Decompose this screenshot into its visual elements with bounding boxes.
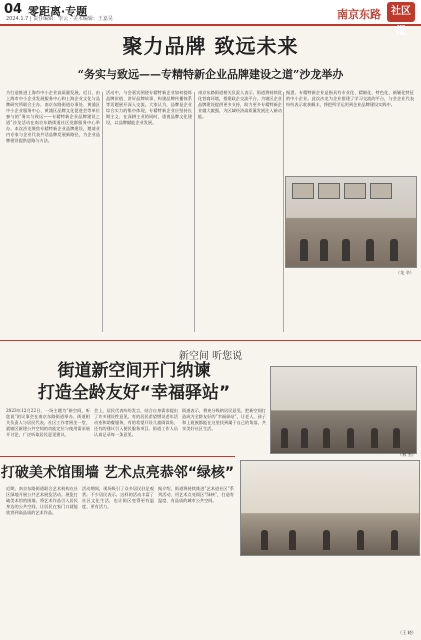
article1-caption: （龙 辛） (395, 270, 414, 275)
article2-title (0, 360, 268, 404)
article1-title: 聚力品牌 致远未来 (122, 34, 299, 58)
article1-col4: 据悉，专精特新企业是指具有专业化、精细化、特色化、新颖化特征的中小企业。此次沙龙为企业搭建了学习交流的平台，与会企业代表纷纷表示收获颇丰，将把所学运用到企业品牌建设实践中。 (286, 90, 414, 107)
meeting-photo (285, 176, 417, 268)
article3-caption: （王 晓） (397, 630, 416, 635)
page-header (0, 0, 421, 37)
section-divider-2 (0, 456, 235, 457)
article2-title-line2: 打造全龄友好“幸福驿站” (37, 383, 231, 403)
article3-col4 (240, 560, 418, 630)
article3-col1: 近期，南京东路街道联合艺术机构在社区绿地开展公共艺术展览活动。展览打破美术馆的围墙，将艺术作品引入居民身边的公共空间，让居民在家门口就能欣赏到高品质的艺术作品。 (6, 486, 78, 515)
article1-col2: 活动中，与会嘉宾围绕专精特新企业如何提炼品牌价值、讲好品牌故事、构建品牌传播体系等话题展开深入交流。大家认为，品牌是企业综合实力的集中体现，专精特新企业应坚持长期主义，在深耕主业的同时，重视品牌文化建设，以品牌赋能企业发展。 (106, 90, 192, 125)
paper-name: 南京东路 (337, 8, 381, 21)
column-rule (102, 92, 103, 332)
article1-col1: 为打造推进上海市中小企业高质量发展，近日，由上海市中小企业发展服务中心和上海企业文化与品牌研究所联合主办，南京东路街道办事处、黄浦区中小企业服务中心、黄浦区品牌文化促进会等单位参与的“务实与致远——专精特新企业品牌建设之道”沙龙活动在南京东路街道社区党群服务中心举办。本次沙龙聚焦专精特新企业品牌建设，邀请业内专家与企业代表共话品牌发展新路径，为企业品牌建设提供思路与方法。 (6, 90, 100, 143)
article2-kicker: 新空间 听您说 (178, 351, 243, 362)
page-meta: 2024.1.7 | 责任编辑：李云 · 美术编辑：王嘉昊 (6, 16, 113, 22)
section-divider (0, 340, 421, 341)
article3-col2: 活动期间，现场吸引了众多居民驻足观赏。不少居民表示，这样的活动丰富了社区文化生活，也让街区变得更有温度、更有活力。 (82, 486, 154, 509)
article1-col3: 南京东路街道相关负责人表示，街道将持续优化营商环境，搭建政企交流平台，为辖区企业品牌建设提供更多支持，助力更多专精特新企业做大做强，为区域经济高质量发展注入新动能。 (198, 90, 282, 119)
article2-col2: 会上，居民代表纷纷发言，结合自身需求提出了许多建设性意见。有的居民希望增设老年活动室和助餐服务，有的希望开设儿童阅读角，还有的建议引入便民服务项目。街道工作人员认真记录每一条意见。 (94, 408, 178, 437)
article3-col3: 据介绍，街道将持续推进“艺术进社区”系列活动，用艺术点亮街区“绿核”，打造有温度、有品质的城市公共空间。 (158, 486, 234, 503)
column-rule (194, 92, 195, 332)
art-exhibition-photo (240, 460, 420, 556)
article3-title: 打破美术馆围墙 艺术点亮恭邻“绿核” (0, 465, 235, 481)
discussion-photo (270, 366, 417, 454)
paper-logo: 社区报 (387, 2, 415, 22)
article2-col1: 2023年12月22日，一场主题为“新空间，听您说”的议事会在南京东路街道举办。街道相关负责人与居民代表、社区工作者围坐一堂，就辖区新建公共空间的功能定位与使用需求展开讨论，广泛听取居民意见建议。 (6, 408, 90, 437)
article1-subtitle: “务实与致远——专精特新企业品牌建设之道”沙龙举办 (77, 68, 344, 81)
article2-col3: 街道表示，将充分吸纳居民意见，把新空间打造成为全龄友好的“幸福驿站”，让老人、孩子和上班族都能在这里找到属于自己的角落，共享美好社区生活。 (182, 408, 266, 431)
section-title: 零距离·专题 (28, 5, 88, 18)
article2-title-line1: 街道新空间开门纳谏 (57, 361, 211, 381)
page-number: 04 (4, 2, 23, 17)
column-rule (283, 92, 284, 332)
article2-caption: （林 杰） (397, 452, 416, 457)
